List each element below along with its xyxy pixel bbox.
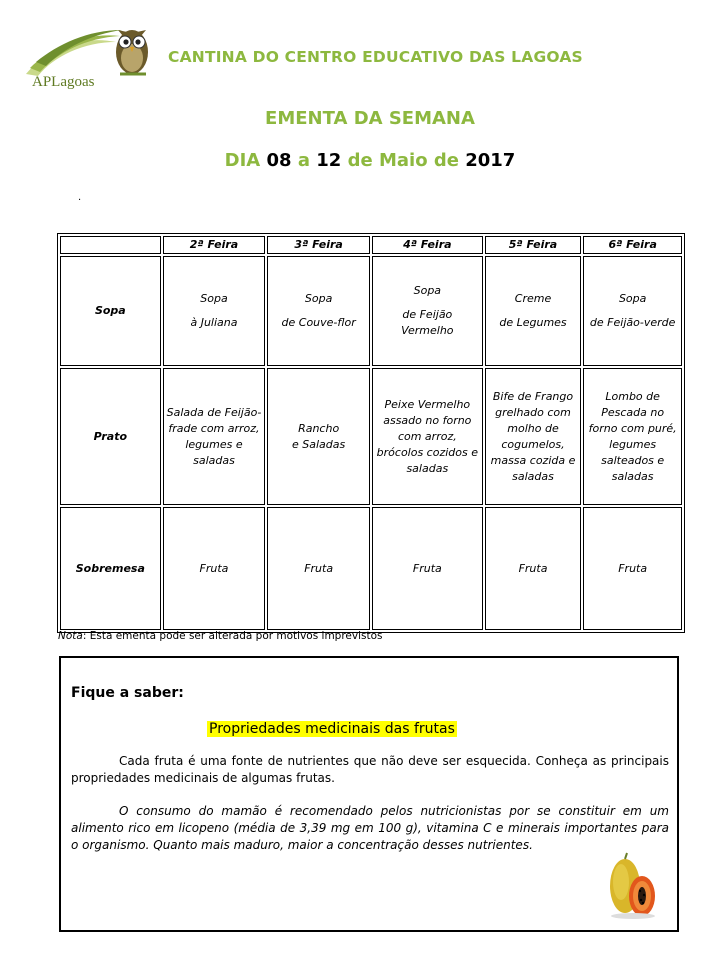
row-label-prato: Prato	[60, 368, 161, 505]
menu-cell: Lombo de Pescada no forno com puré, legumes salteados e saladas	[583, 368, 682, 505]
day-header: 4ª Feira	[372, 236, 483, 254]
date-range	[0, 150, 720, 171]
row-label-sobremesa: Sobremesa	[60, 507, 161, 630]
menu-cell: Sopa de Feijão-verde	[583, 256, 682, 366]
menu-cell: Peixe Vermelho assado no forno com arroz, brócolos cozidos e saladas	[372, 368, 483, 505]
date-month: de Maio de	[347, 150, 459, 171]
menu-cell: Sopa de Couve-flor	[267, 256, 370, 366]
table-row	[60, 507, 682, 630]
logo-text: APLagoas	[32, 74, 95, 90]
info-box-title: Fique a saber:	[71, 685, 184, 701]
table-row	[60, 368, 682, 505]
day-header: 3ª Feira	[267, 236, 370, 254]
date-prefix: DIA	[224, 150, 261, 171]
menu-cell: Bife de Frango grelhado com molho de cogumelos, massa cozida e saladas	[485, 368, 582, 505]
weekly-menu-table	[57, 233, 685, 633]
info-paragraph-papaya: O consumo do mamão é recomendado pelos nutricionistas por se constituir em um alimento rico em licopeno (média de 3,39 mg em 100 g), vitamina C e minerais importantes para o organismo. Quanto mais maduro, maior a concentração desses nutrientes.	[71, 804, 669, 852]
table-header-row	[60, 236, 682, 254]
menu-cell: Rancho e Saladas	[267, 368, 370, 505]
day-header: 5ª Feira	[485, 236, 582, 254]
stray-mark: .	[78, 192, 82, 203]
table-row	[60, 256, 682, 366]
menu-note	[58, 630, 383, 642]
row-label-sopa: Sopa	[60, 256, 161, 366]
date-connector: a	[297, 150, 310, 171]
menu-cell: Sopa de Feijão Vermelho	[372, 256, 483, 366]
date-year: 2017	[465, 150, 516, 171]
menu-cell: Creme de Legumes	[485, 256, 582, 366]
menu-cell: Fruta	[485, 507, 582, 630]
organization-name: CANTINA DO CENTRO EDUCATIVO DAS LAGOAS	[168, 48, 583, 66]
menu-cell: Fruta	[372, 507, 483, 630]
day-header: 2ª Feira	[163, 236, 266, 254]
menu-cell: Salada de Feijão-frade com arroz, legumes e saladas	[163, 368, 266, 505]
papaya-image	[605, 850, 661, 920]
aplagoas-logo	[24, 22, 154, 92]
corner-cell	[60, 236, 161, 254]
menu-cell: Sopa à Juliana	[163, 256, 266, 366]
date-start: 08	[266, 150, 292, 171]
note-label: Nota	[58, 630, 83, 642]
info-box-heading: Propriedades medicinais das frutas	[209, 721, 455, 737]
menu-cell: Fruta	[267, 507, 370, 630]
day-header: 6ª Feira	[583, 236, 682, 254]
page-title: EMENTA DA SEMANA	[265, 108, 475, 129]
note-text: : Esta ementa pode ser alterada por motivos imprevistos	[82, 630, 383, 642]
date-end: 12	[316, 150, 342, 171]
info-box	[59, 656, 679, 932]
menu-cell: Fruta	[583, 507, 682, 630]
menu-cell: Fruta	[163, 507, 266, 630]
info-paragraph: Cada fruta é uma fonte de nutrientes que não deve ser esquecida. Conheça as principais propriedades medicinais de algumas frutas.	[71, 754, 669, 785]
